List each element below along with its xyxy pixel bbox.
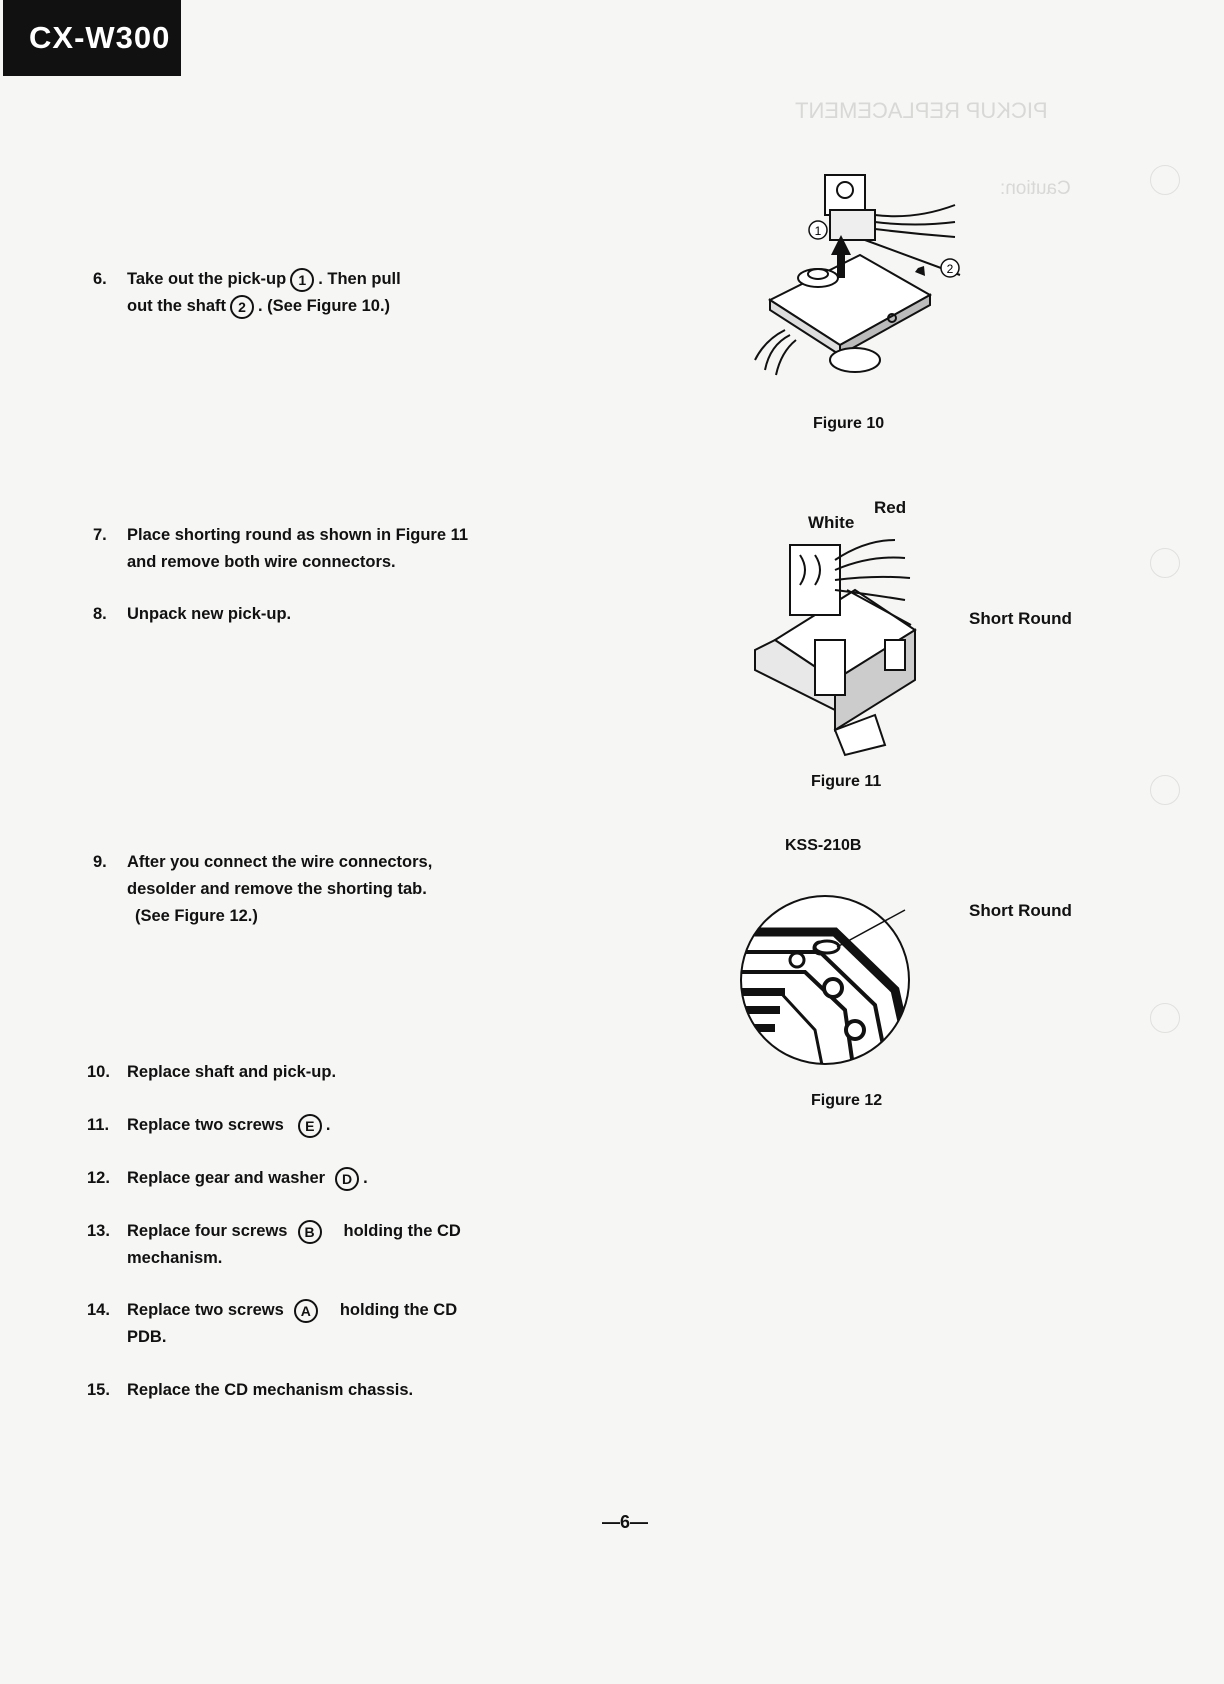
ghost-title: PICKUP REPLACEMENT — [795, 98, 1048, 123]
step-number: 13. — [87, 1222, 110, 1240]
circle-marker: 2 — [230, 295, 254, 319]
step-text: mechanism. — [127, 1249, 223, 1267]
step-7 — [93, 522, 468, 576]
binding-hole — [1150, 165, 1180, 195]
figure-12-drawing — [725, 880, 925, 1080]
step-6 — [93, 266, 401, 320]
step-text: desolder and remove the shorting tab. — [127, 880, 427, 898]
step-text: (See Figure 12.) — [135, 907, 258, 925]
step-text: Replace four screws — [127, 1222, 288, 1240]
figure-10-marker-2: 2 — [946, 262, 954, 276]
figure-11-red-label: Red — [874, 498, 907, 517]
step-number: 7. — [93, 526, 107, 544]
page-number: —6— — [602, 1512, 649, 1532]
figure-11-drawing — [735, 530, 955, 760]
step-text: Replace two screws — [127, 1116, 284, 1134]
model-name: CX-W300 — [29, 20, 171, 55]
step-text: . Then pull — [318, 270, 401, 288]
step-15 — [87, 1377, 413, 1404]
figure-10-label: Figure 10 — [813, 415, 885, 432]
figure-11-short-round-label: Short Round — [969, 609, 1072, 628]
step-11 — [87, 1112, 330, 1139]
step-text: After you connect the wire connectors, — [127, 853, 433, 871]
step-text: Place shorting round as shown in Figure 11 — [127, 526, 469, 544]
step-13 — [87, 1218, 461, 1272]
step-number: 15. — [87, 1381, 110, 1399]
step-text: Take out the pick-up — [127, 270, 287, 288]
step-text: . — [325, 1116, 331, 1134]
step-number: 12. — [87, 1169, 110, 1187]
step-14 — [87, 1297, 457, 1351]
step-text: holding the CD — [339, 1301, 458, 1319]
step-number: 6. — [93, 270, 107, 288]
step-number: 14. — [87, 1301, 110, 1319]
step-number: 8. — [93, 605, 107, 623]
step-text: . — [363, 1169, 368, 1187]
step-text: holding the CD — [343, 1222, 461, 1240]
model-tab — [3, 0, 181, 76]
binding-hole — [1150, 1003, 1180, 1033]
step-text: Replace two screws — [127, 1301, 284, 1319]
figure-10-marker-1: 1 — [814, 224, 822, 238]
step-text: out the shaft — [127, 297, 226, 315]
step-8 — [93, 601, 291, 628]
step-number: 11. — [87, 1116, 110, 1134]
step-text: Replace shaft and pick-up. — [127, 1063, 337, 1081]
figure-11-label: Figure 11 — [811, 773, 882, 790]
figure-10-drawing — [730, 160, 970, 400]
step-12 — [87, 1165, 368, 1192]
step-text: Replace gear and washer — [127, 1169, 326, 1187]
step-number: 10. — [87, 1063, 110, 1081]
circle-marker: A — [294, 1299, 318, 1323]
figure-12-model-label: KSS-210B — [785, 837, 862, 854]
step-10 — [87, 1059, 336, 1086]
binding-hole — [1150, 775, 1180, 805]
figure-12-short-round-label: Short Round — [969, 901, 1072, 920]
circle-marker: E — [298, 1114, 322, 1138]
step-text: Unpack new pick-up. — [127, 605, 292, 623]
circle-marker: B — [298, 1220, 322, 1244]
step-text: Replace the CD mechanism chassis. — [127, 1381, 414, 1399]
figure-12-label: Figure 12 — [811, 1092, 883, 1109]
step-9 — [93, 849, 432, 930]
binding-hole — [1150, 548, 1180, 578]
circle-marker: 1 — [290, 268, 314, 292]
step-text: and remove both wire connectors. — [127, 553, 396, 571]
circle-marker: D — [335, 1167, 359, 1191]
step-text: PDB. — [127, 1328, 167, 1346]
step-number: 9. — [93, 853, 107, 871]
step-text: . (See Figure 10.) — [258, 297, 391, 315]
figure-11-white-label: White — [808, 513, 855, 532]
ghost-caution: Caution: — [1000, 178, 1071, 199]
